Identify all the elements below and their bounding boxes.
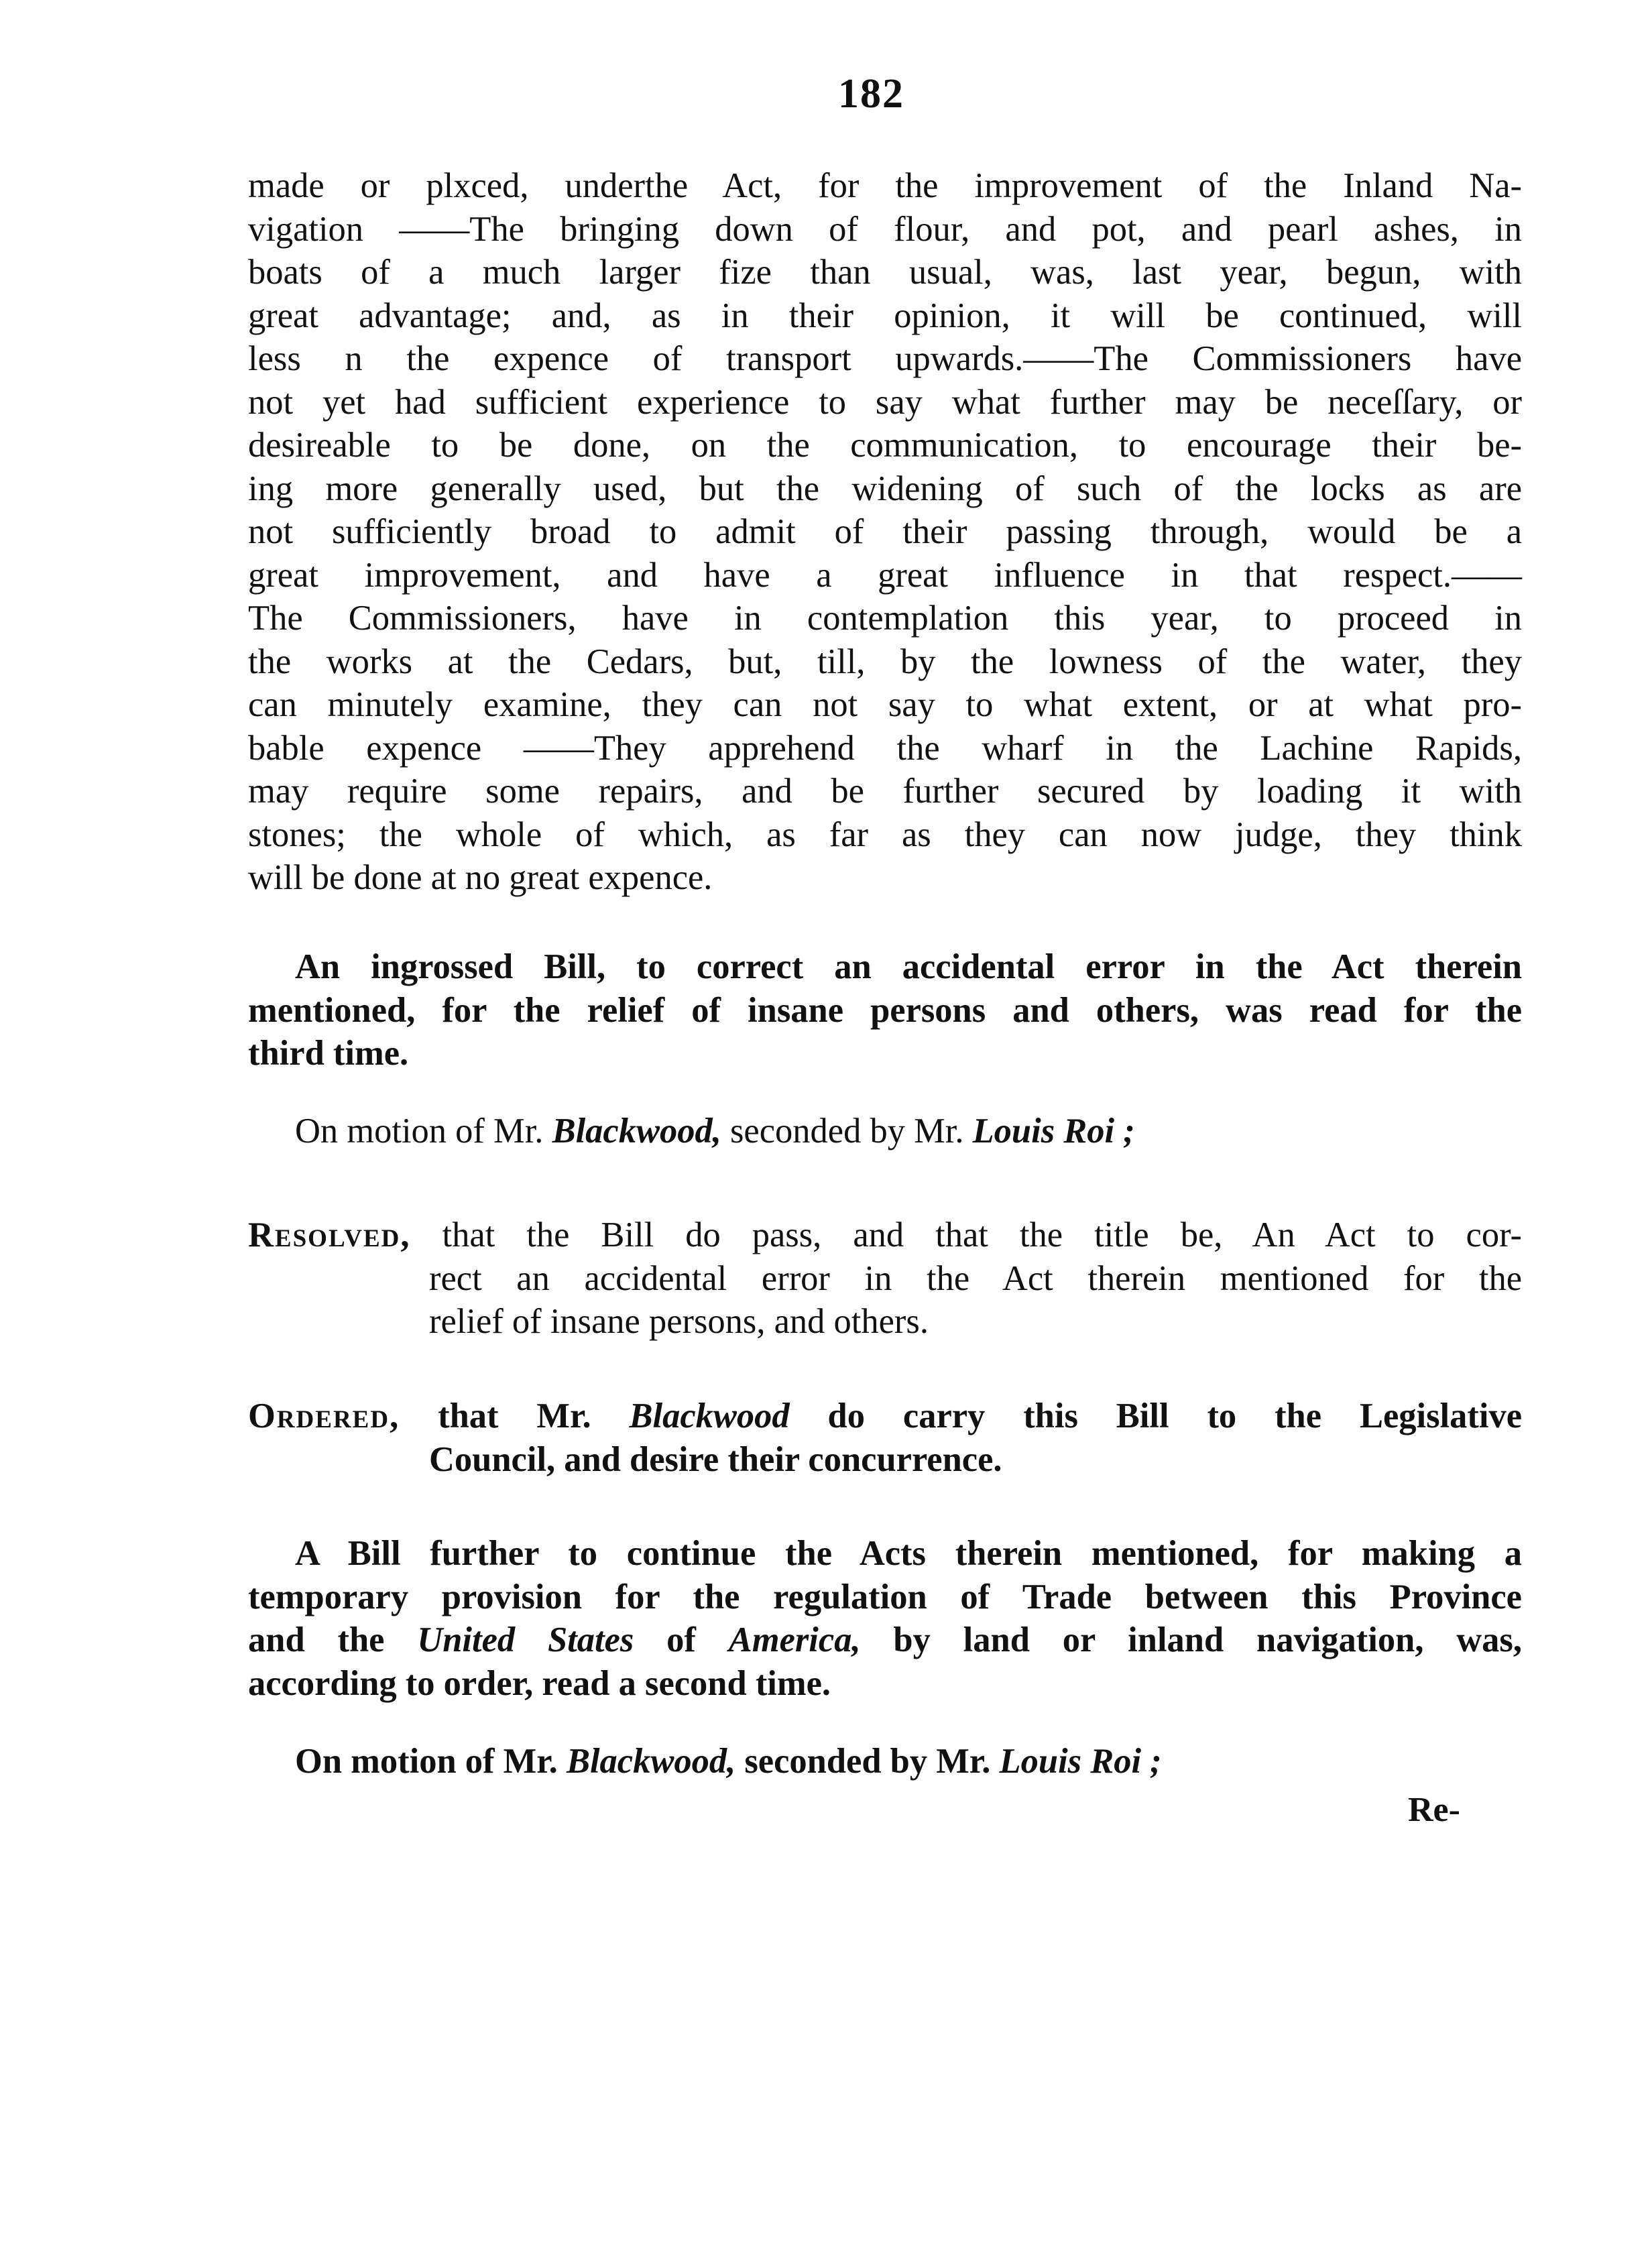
report-line: ing more generally used, but the widening of such of the locks as are	[248, 469, 1522, 508]
report-line: made or plxced, underthe Act, for the improvement of the Inland Na-	[248, 166, 1522, 205]
motion-prefix: On motion of Mr.	[295, 1742, 567, 1781]
mover-name: Blackwood,	[552, 1112, 721, 1150]
seconder-name: Louis Roi ;	[972, 1112, 1135, 1150]
trade-bill-paragraph	[248, 1532, 1522, 1705]
report-line: desireable to be done, on the communication, to encourage their be-	[248, 426, 1522, 465]
ordered-line	[248, 1395, 1522, 1438]
resolved-line: relief of insane persons, and others.	[429, 1302, 929, 1341]
report-line: may require some repairs, and be further secured by loading it with	[248, 772, 1522, 811]
ordered-member-name: Blackwood	[629, 1397, 790, 1435]
resolved-text: that the Bill do pass, and that the title be, An Act to cor-	[410, 1216, 1522, 1254]
report-line: vigation ——The bringing down of flour, and pot, and pearl ashes, in	[248, 209, 1522, 249]
place-name: America,	[728, 1620, 861, 1659]
report-line: not yet had sufficient experience to say what further may be neceſſary, or	[248, 382, 1522, 422]
resolved-line	[248, 1214, 1522, 1257]
mover-name: Blackwood,	[566, 1742, 736, 1781]
bill-third-reading-paragraph	[248, 945, 1522, 1075]
motion-line	[248, 1110, 1522, 1153]
motion-middle: seconded by Mr.	[735, 1742, 1000, 1781]
trade-bill-line: A Bill further to continue the Acts therein mentioned, for making a	[295, 1534, 1522, 1573]
resolved-line: rect an accidental error in the Act therein mentioned for the	[429, 1258, 1522, 1298]
seconder-name: Louis Roi ;	[999, 1742, 1162, 1781]
trade-bill-line: temporary provision for the regulation of Trade between this Province	[248, 1577, 1522, 1616]
report-line: bable expence ——They apprehend the wharf in the Lachine Rapids,	[248, 728, 1522, 768]
trade-bill-text: and the	[248, 1620, 418, 1659]
place-name: United States	[417, 1620, 634, 1659]
report-line: the works at the Cedars, but, till, by the lowness of the water, they	[248, 642, 1522, 681]
report-line: The Commissioners, have in contemplation this year, to proceed in	[248, 599, 1522, 638]
resolved-paragraph	[248, 1214, 1522, 1344]
report-paragraph	[248, 164, 1522, 900]
bill-line: mentioned, for the relief of insane persons and others, was read for the	[248, 990, 1522, 1030]
bill-line: third time.	[248, 1034, 409, 1073]
report-line: great improvement, and have a great influence in that respect.——	[248, 555, 1522, 595]
motion-prefix: On motion of Mr.	[295, 1112, 552, 1150]
ordered-suffix: do carry this Bill to the Legislative	[789, 1397, 1522, 1435]
motion-paragraph	[248, 1110, 1522, 1153]
report-line: great advantage; and, as in their opinion, it will be continued, will	[248, 296, 1522, 335]
ordered-paragraph	[248, 1395, 1522, 1481]
ordered-line: Council, and desire their concurrence.	[429, 1439, 1002, 1479]
trade-bill-text: of	[634, 1620, 729, 1659]
page-number: 182	[838, 71, 904, 117]
report-line: stones; the whole of which, as far as they can now judge, they think	[248, 815, 1522, 854]
trade-bill-line: according to order, read a second time.	[248, 1663, 831, 1703]
motion-paragraph	[248, 1740, 1522, 1783]
motion-middle: seconded by Mr.	[721, 1112, 973, 1150]
resolved-label: Resolved,	[248, 1216, 411, 1254]
ordered-prefix: that Mr.	[400, 1397, 630, 1435]
trade-bill-line	[248, 1618, 1522, 1662]
report-line: can minutely examine, they can not say to what extent, or at what pro-	[248, 685, 1522, 724]
report-line: will be done at no great expence.	[248, 858, 713, 897]
report-line: not sufficiently broad to admit of their passing through, would be a	[248, 512, 1522, 551]
catchword: Re-	[1408, 1791, 1460, 1829]
trade-bill-text: by land or inland navigation, was,	[860, 1620, 1522, 1659]
report-line: less n the expence of transport upwards.——The Commissioners have	[248, 339, 1522, 378]
report-line: boats of a much larger fize than usual, was, last year, begun, with	[248, 253, 1522, 292]
motion-line	[248, 1740, 1522, 1783]
bill-line: An ingrossed Bill, to correct an accidental error in the Act therein	[295, 947, 1522, 986]
ordered-label: Ordered,	[248, 1397, 400, 1435]
